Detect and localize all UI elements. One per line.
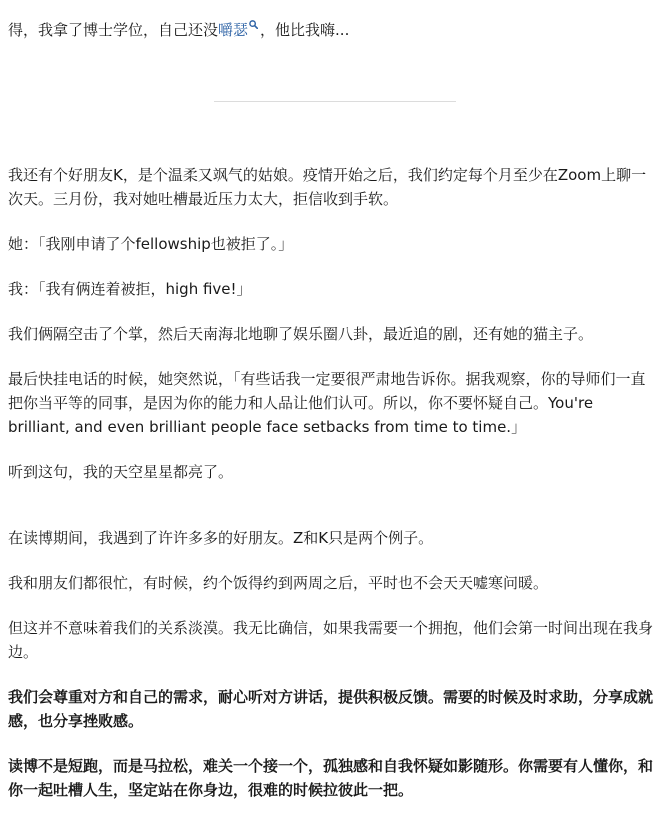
- paragraph: 在读博期间，我遇到了许许多多的好朋友。Z和K只是两个例子。: [8, 529, 434, 547]
- section-divider: [214, 101, 456, 102]
- paragraph: 我还有个好朋友K，是个温柔又飒气的姑娘。疫情开始之后，我们约定每个月至少在Zoom上聊一次天。三月份，我对她吐槽最近压力太大，拒信收到手软。: [8, 166, 647, 208]
- intro-text-after: ，他比我嗨...: [260, 21, 350, 39]
- paragraph: 我和朋友们都很忙，有时候，约个饭得约到两周之后，平时也不会天天嘘寒问暖。: [8, 574, 549, 592]
- paragraph: 听到这句，我的天空星星都亮了。: [8, 463, 234, 481]
- bold-paragraph: 我们会尊重对方和自己的需求，耐心听对方讲话，提供积极反馈。需要的时候及时求助，分享成就感，也分享挫败感。: [8, 688, 654, 730]
- bold-paragraph: 读博不是短跑，而是马拉松，难关一个接一个，孤独感和自我怀疑如影随形。你需要有人懂你，和你一起吐槽人生，坚定站在你身边，很难的时候拉彼此一把。: [8, 757, 654, 799]
- paragraph: 但这并不意味着我们的关系淡漠。我无比确信，如果我需要一个拥抱，他们会第一时间出现在我身边。: [8, 619, 654, 661]
- section-1: [8, 163, 656, 484]
- section-2: [8, 526, 656, 802]
- article-intro: [8, 18, 656, 42]
- paragraph: 我：「我有俩连着被拒，high five!」: [8, 280, 252, 298]
- keyword-link-text: 嚼瑟: [218, 21, 249, 39]
- paragraph: 我们俩隔空击了个掌，然后天南海北地聊了娱乐圈八卦，最近追的剧，还有她的猫主子。: [8, 325, 594, 343]
- intro-text-before: 得，我拿了博士学位，自己还没: [8, 21, 219, 39]
- paragraph: 她：「我刚申请了个fellowship也被拒了。」: [8, 235, 294, 253]
- paragraph: 最后快挂电话的时候，她突然说，「有些话我一定要很严肃地告诉你。据我观察，你的导师们一直把你当平等的同事，是因为你的能力和人品让他们认可。所以，你不要怀疑自己。You're brilliant, and even brilliant people face setbacks from time to time.」: [8, 370, 646, 436]
- intro-paragraph: [8, 18, 656, 42]
- search-icon: [249, 20, 258, 29]
- keyword-link[interactable]: [218, 21, 260, 39]
